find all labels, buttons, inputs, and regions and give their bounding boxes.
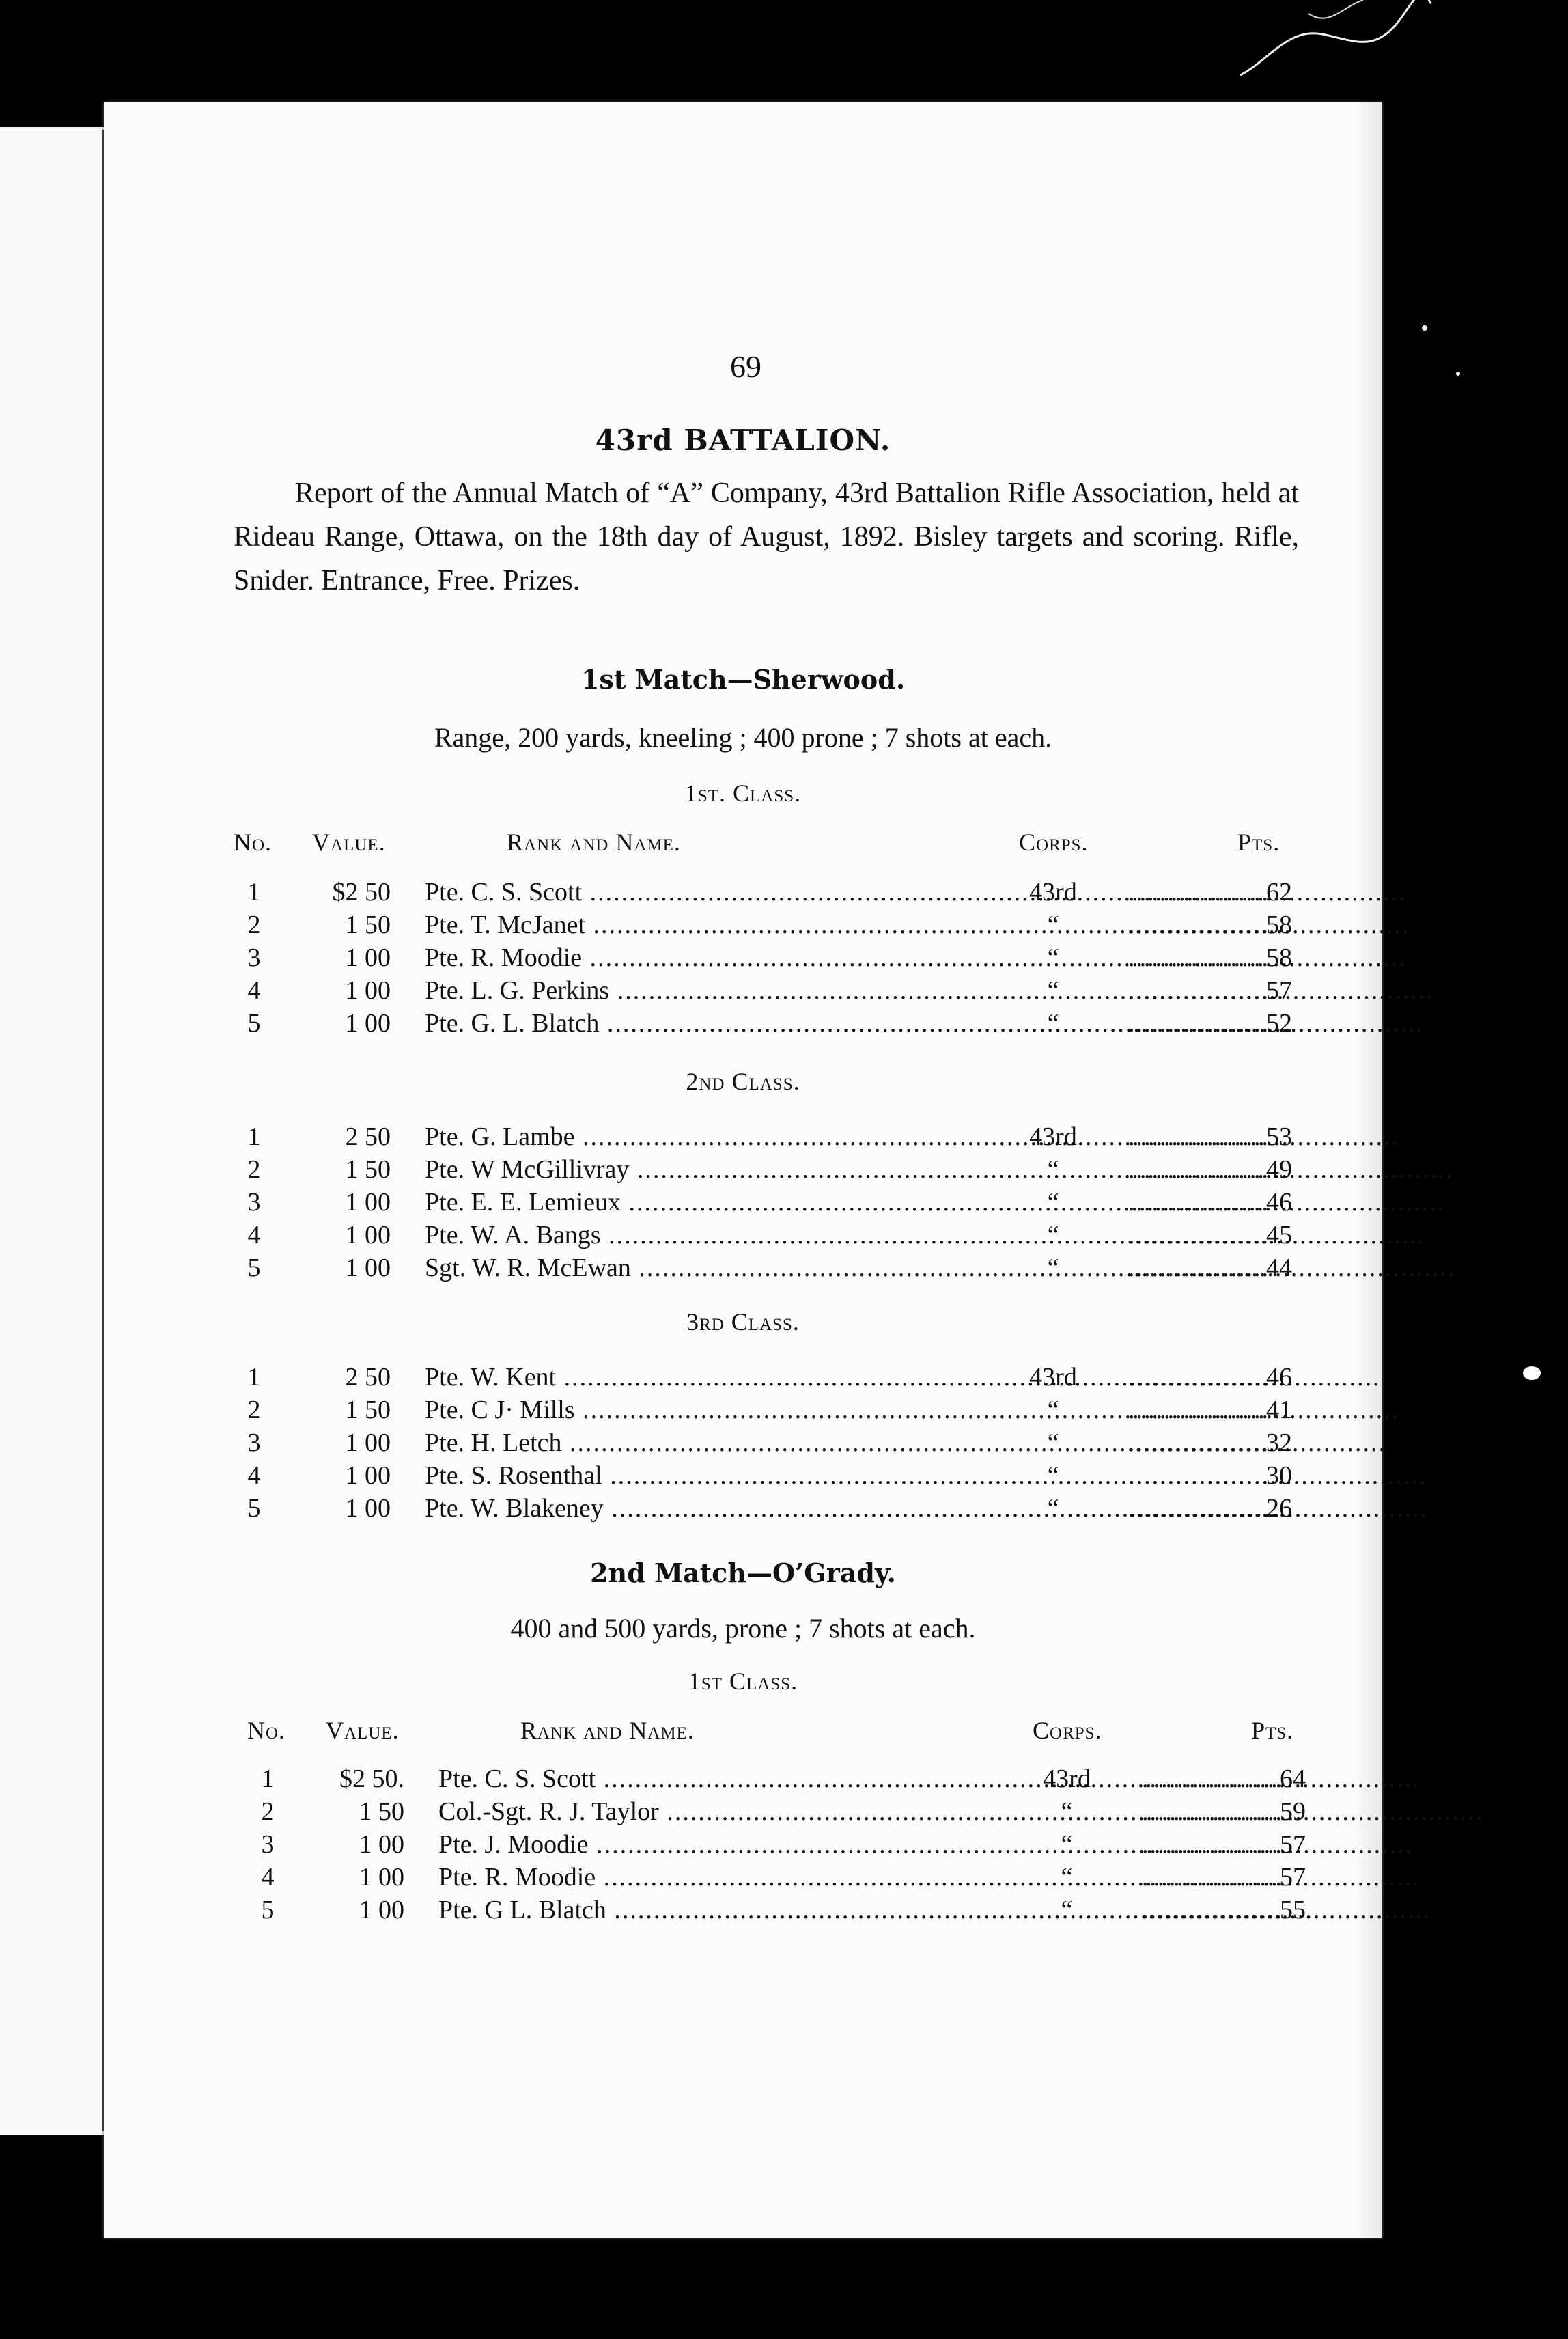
leader-dots: .................. [1128,976,1270,1005]
table-row [247,1894,1313,1926]
row-value: 1 00 [345,976,391,1005]
row-corps: “ [1047,1461,1059,1490]
row-corps: “ [1047,1221,1059,1249]
row-pts: 41 [1266,1396,1292,1424]
leader-dots: .................. [1128,911,1270,939]
leader-dots: .................. [1142,1830,1283,1859]
row-no: 5 [261,1896,275,1924]
row-no: 1 [247,878,261,906]
row-no: 5 [247,1009,261,1038]
match-2-title: 2nd Match—O’Grady. [590,1558,896,1588]
header-pts: Pts. [1251,1717,1294,1744]
row-pts: 46 [1266,1363,1292,1392]
row-pts: 45 [1266,1221,1292,1249]
leader-dots: .................. [1128,1363,1270,1392]
row-corps: 43rd [1029,1122,1077,1151]
row-value: 1 00 [345,1461,391,1490]
row-pts: 62 [1266,878,1292,906]
header-rank-name: Rank and Name. [507,829,681,856]
table-row [234,1361,1299,1394]
row-no: 4 [247,976,261,1005]
table-row [234,1492,1299,1525]
leader-dots: .................. [1128,1396,1270,1424]
dust-speck [1456,372,1460,376]
match-2-table-header [234,1716,1299,1750]
row-pts: 44 [1266,1254,1292,1282]
row-name: Pte. R. Moodie ..... [425,941,876,974]
row-no: 3 [261,1830,275,1859]
match-2-class-1-table [247,1762,1313,1926]
row-value: 1 00 [359,1830,404,1859]
row-name: Pte. C J· Mills ..... [425,1394,876,1426]
leader-dots: .................. [1128,1009,1270,1038]
row-no: 4 [261,1863,275,1892]
row-no: 2 [247,1155,261,1184]
section-title: 43rd BATTALION. [595,424,891,457]
header-no: No. [247,1717,286,1744]
table-row [247,1861,1313,1894]
row-value: 1 00 [345,1188,391,1217]
header-pts: Pts. [1237,829,1280,856]
row-value: 2 50 [345,1122,391,1151]
row-value: 2 50 [345,1363,391,1392]
match-1-class-2-table [234,1120,1299,1284]
table-row [234,1153,1299,1186]
row-pts: 52 [1266,1009,1292,1038]
header-value: Value. [312,829,386,856]
row-corps: “ [1047,1396,1059,1424]
table-row [234,1219,1299,1251]
intro-paragraph: Report of the Annual Match of “A” Company, 43rd Battalion Rifle Association, held at Rideau Range, Ottawa, on the 18th day of August, 1892. Bisley targets and scoring. Rifle, Snider. Entrance, Free. Prizes. [234,478,1299,596]
row-pts: 53 [1266,1122,1292,1151]
match-1-class-3-table [234,1361,1299,1525]
row-pts: 59 [1280,1797,1306,1826]
row-pts: 32 [1266,1428,1292,1457]
row-value: 1 50 [345,911,391,939]
left-page-edge [0,127,115,2135]
match-1-table-header [234,828,1299,862]
table-row [234,1426,1299,1459]
table-row [234,1186,1299,1219]
header-rank-name: Rank and Name. [520,1717,695,1744]
row-name: Pte. E. E. Lemieux ..... [425,1186,876,1219]
match-2-class-1-title: 1st Class. [688,1667,798,1695]
row-name: Pte. C. S. Scott ..... [425,876,876,909]
leader-dots: .................. [1128,878,1270,906]
row-no: 1 [247,1122,261,1151]
row-pts: 64 [1280,1764,1306,1793]
row-value: 1 00 [359,1896,404,1924]
row-no: 4 [247,1221,261,1249]
leader-dots: .................. [1128,1188,1270,1217]
row-corps: “ [1061,1863,1073,1892]
row-pts: 57 [1280,1830,1306,1859]
table-row [234,876,1299,909]
row-value: 1 50 [345,1396,391,1424]
match-1-description: Range, 200 yards, kneeling ; 400 prone ; 7 shots at each. [434,722,1052,753]
table-row [247,1795,1313,1828]
row-name: Pte. R. Moodie ..... [438,1861,889,1894]
table-row [247,1762,1313,1795]
row-name: Col.-Sgt. R. J. Taylor ..... [438,1795,889,1828]
table-row [234,1394,1299,1426]
row-value: $2 50. [339,1764,404,1793]
row-value: 1 00 [345,1494,391,1523]
leader-dots: .................. [1128,1221,1270,1249]
row-corps: “ [1047,943,1059,972]
row-no: 2 [247,911,261,939]
header-corps: Corps. [1019,829,1089,856]
row-name: Pte. G L. Blatch ..... [438,1894,889,1926]
leader-dots: .................. [1142,1863,1283,1892]
table-row [234,1007,1299,1040]
row-value: 1 50 [345,1155,391,1184]
match-1-class-2-title: 2nd Class. [686,1068,800,1095]
row-corps: “ [1047,1254,1059,1282]
leader-dots: .................. [1128,1122,1270,1151]
table-row [234,1459,1299,1492]
table-row [234,941,1299,974]
row-value: $2 50 [332,878,391,906]
match-1-title: 1st Match—Sherwood. [580,664,906,695]
leader-dots: .................. [1128,1254,1270,1282]
row-pts: 57 [1266,976,1292,1005]
row-value: 1 00 [345,1221,391,1249]
row-name: Pte. W. Kent ..... [425,1361,876,1394]
row-no: 2 [247,1396,261,1424]
row-name: Pte. G. Lambe ..... [425,1120,876,1153]
match-1-class-3-title: 3rd Class. [686,1308,800,1335]
row-corps: 43rd [1043,1764,1091,1793]
row-pts: 30 [1266,1461,1292,1490]
row-pts: 26 [1266,1494,1292,1523]
book-page [104,102,1382,2238]
row-corps: “ [1047,1155,1059,1184]
leader-dots: .................. [1128,1428,1270,1457]
page-number: 69 [730,349,761,384]
row-no: 3 [247,943,261,972]
row-no: 5 [247,1254,261,1282]
row-no: 3 [247,1188,261,1217]
thread-fiber [1227,0,1431,82]
leader-dots: .................. [1128,943,1270,972]
table-row [234,1251,1299,1284]
header-value: Value. [326,1717,400,1744]
row-name: Pte. J. Moodie ..... [438,1828,889,1861]
dust-speck [1523,1366,1541,1380]
row-name: Pte. W McGillivray ..... [425,1153,876,1186]
table-row [234,974,1299,1007]
row-name: Pte. S. Rosenthal ..... [425,1459,876,1492]
row-corps: 43rd [1029,878,1077,906]
row-name: Pte. T. McJanet ..... [425,909,876,941]
leader-dots: .................. [1142,1896,1283,1924]
row-corps: “ [1061,1797,1073,1826]
row-pts: 55 [1280,1896,1306,1924]
leader-dots: .................. [1128,1494,1270,1523]
row-value: 1 00 [359,1863,404,1892]
row-corps: 43rd [1029,1363,1077,1392]
row-pts: 46 [1266,1188,1292,1217]
row-corps: “ [1047,1188,1059,1217]
row-pts: 58 [1266,943,1292,972]
row-corps: “ [1047,1494,1059,1523]
row-no: 3 [247,1428,261,1457]
row-corps: “ [1047,1428,1059,1457]
match-1-class-1-title: 1st. Class. [684,779,802,807]
row-name: Pte. L. G. Perkins ..... [425,974,876,1007]
row-value: 1 00 [345,1009,391,1038]
leader-dots: .................. [1142,1764,1283,1793]
dust-speck [1422,325,1427,331]
match-1-class-1-table [234,876,1299,1040]
table-row [247,1828,1313,1861]
row-value: 1 00 [345,943,391,972]
row-pts: 49 [1266,1155,1292,1184]
row-corps: “ [1047,1009,1059,1038]
row-corps: “ [1061,1896,1073,1924]
row-corps: “ [1061,1830,1073,1859]
row-pts: 58 [1266,911,1292,939]
header-no: No. [234,829,272,856]
row-name: Pte. H. Letch ..... [425,1426,876,1459]
row-no: 4 [247,1461,261,1490]
row-no: 2 [261,1797,275,1826]
row-value: 1 00 [345,1428,391,1457]
leader-dots: .................. [1128,1155,1270,1184]
leader-dots: .................. [1142,1797,1283,1826]
row-name: Pte. C. S. Scott ..... [438,1762,889,1795]
row-no: 5 [247,1494,261,1523]
row-value: 1 50 [359,1797,404,1826]
row-no: 1 [261,1764,275,1793]
header-corps: Corps. [1033,1717,1102,1744]
row-corps: “ [1047,976,1059,1005]
row-pts: 57 [1280,1863,1306,1892]
row-name: Sgt. W. R. McEwan ..... [425,1251,876,1284]
row-name: Pte. G. L. Blatch ..... [425,1007,876,1040]
row-value: 1 00 [345,1254,391,1282]
table-row [234,909,1299,941]
row-name: Pte. W. A. Bangs ..... [425,1219,876,1251]
leader-dots: .................. [1128,1461,1270,1490]
row-corps: “ [1047,911,1059,939]
row-no: 1 [247,1363,261,1392]
row-name: Pte. W. Blakeney ..... [425,1492,876,1525]
table-row [234,1120,1299,1153]
match-2-description: 400 and 500 yards, prone ; 7 shots at each. [510,1613,976,1644]
